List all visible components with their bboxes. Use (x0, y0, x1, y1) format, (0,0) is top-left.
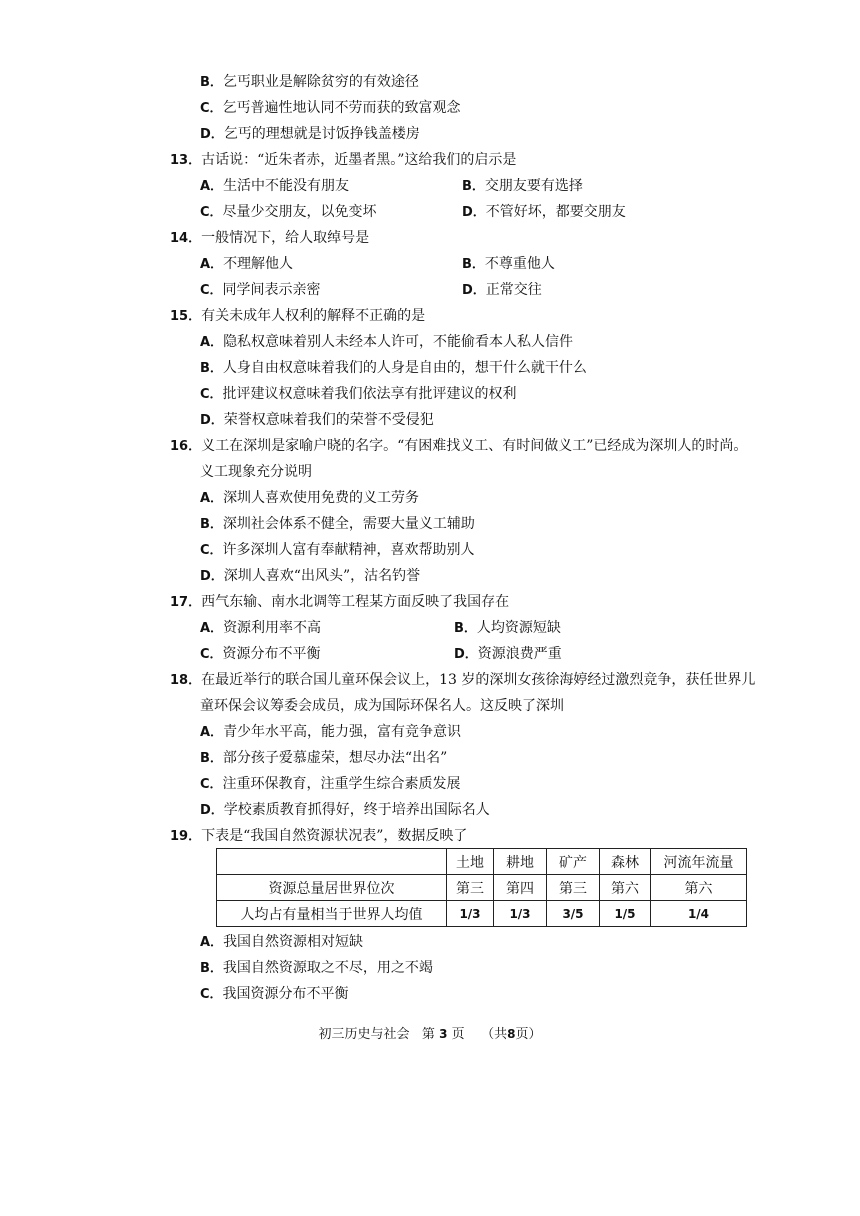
option-text: 生活中不能没有朋友 (223, 178, 350, 194)
option-text: 部分孩子爱慕虚荣，想尽办法“出名” (222, 750, 448, 766)
table-cell: 资源总量居世界位次 (217, 875, 447, 901)
option-text: 荣誉权意味着我们的荣誉不受侵犯 (223, 412, 434, 428)
question-text: 一般情况下，给人取绰号是 (201, 230, 370, 246)
option-text: 注重环保教育，注重学生综合素质发展 (222, 776, 461, 792)
option-text: 批评建议权意味着我们依法享有批评建议的权利 (222, 386, 517, 402)
page-footer (0, 1024, 860, 1045)
table-cell: 第三 (447, 875, 494, 901)
question-text: 童环保会议筹委会成员，成为国际环保名人。这反映了深圳 (200, 698, 564, 714)
option-label: A． (200, 725, 224, 740)
q16-option-d (200, 566, 420, 586)
table-cell: 3/5 (547, 901, 600, 927)
q12-option-c (200, 98, 461, 118)
footer-subject: 初三历史与社会 (318, 1027, 410, 1042)
option-label: C． (200, 987, 223, 1002)
q16-stem-cont (200, 462, 312, 482)
q14-stem (170, 228, 369, 248)
option-text: 正常交往 (485, 282, 542, 298)
option-label: C． (200, 387, 223, 402)
option-label: D． (462, 283, 486, 298)
q13-option-c (200, 202, 377, 222)
option-text: 不管好坏，都要交朋友 (485, 204, 626, 220)
q15-option-d (200, 410, 434, 430)
q19-option-a (200, 932, 363, 952)
q17-option-b (454, 618, 561, 638)
table-row (217, 901, 747, 927)
table-cell: 第六 (600, 875, 651, 901)
table-row (217, 875, 747, 901)
question-number: 14． (170, 231, 202, 246)
option-text: 深圳社会体系不健全，需要大量义工辅助 (222, 516, 475, 532)
option-text: 青少年水平高，能力强，富有竞争意识 (223, 724, 462, 740)
q15-option-b (200, 358, 587, 378)
option-label: B． (200, 75, 223, 90)
q18-option-d (200, 800, 490, 820)
option-text: 深圳人喜欢“出风头”，沽名钓誉 (223, 568, 421, 584)
option-label: B． (454, 621, 477, 636)
q19-option-b (200, 958, 433, 978)
option-text: 资源利用率不高 (223, 620, 322, 636)
option-label: A． (200, 335, 224, 350)
option-text: 不尊重他人 (484, 256, 555, 272)
option-label: B． (462, 179, 485, 194)
option-label: B． (200, 751, 223, 766)
table-cell: 第六 (651, 875, 747, 901)
q17-option-a (200, 618, 321, 638)
option-label: D． (454, 647, 478, 662)
question-text: 古话说：“近朱者赤，近墨者黑。”这给我们的启示是 (201, 152, 517, 168)
footer-ye: 页 (451, 1027, 465, 1042)
table-cell: 1/3 (447, 901, 494, 927)
option-label: D． (200, 803, 224, 818)
q17-option-c (200, 644, 321, 664)
option-text: 许多深圳人富有奉献精神，喜欢帮助别人 (222, 542, 475, 558)
table-header-cell (217, 849, 447, 875)
option-text: 资源分布不平衡 (222, 646, 321, 662)
q17-option-d (454, 644, 562, 664)
q13-option-a (200, 176, 349, 196)
question-number: 15． (170, 309, 202, 324)
option-text: 乞丐普遍性地认同不劳而获的致富观念 (222, 100, 461, 116)
q13-option-d (462, 202, 626, 222)
table-header-row (217, 849, 747, 875)
option-label: C． (200, 647, 223, 662)
option-label: A． (200, 491, 224, 506)
option-label: D． (200, 127, 224, 142)
option-text: 乞丐职业是解除贫穷的有效途径 (222, 74, 419, 90)
question-number: 16． (170, 439, 202, 454)
q13-stem (170, 150, 516, 170)
option-text: 人身自由权意味着我们的人身是自由的，想干什么就干什么 (222, 360, 587, 376)
table-header-cell: 土地 (447, 849, 494, 875)
q12-option-d (200, 124, 420, 144)
question-text: 义工在深圳是家喻户晓的名字。“有困难找义工、有时间做义工”已经成为深圳人的时尚。 (201, 438, 748, 454)
q17-stem (170, 592, 509, 612)
option-label: A． (200, 621, 224, 636)
option-text: 我国资源分布不平衡 (222, 986, 349, 1002)
q16-option-c (200, 540, 475, 560)
question-text: 义工现象充分说明 (200, 464, 312, 480)
option-text: 交朋友要有选择 (484, 178, 583, 194)
table-header-cell: 森林 (600, 849, 651, 875)
option-text: 尽量少交朋友，以免变坏 (222, 204, 377, 220)
q18-option-c (200, 774, 461, 794)
footer-total-suffix: 页） (515, 1027, 542, 1042)
q16-option-a (200, 488, 419, 508)
option-label: C． (200, 101, 223, 116)
option-label: A． (200, 179, 224, 194)
table-cell: 1/3 (494, 901, 547, 927)
q13-option-b (462, 176, 583, 196)
q15-option-c (200, 384, 517, 404)
option-text: 不理解他人 (223, 256, 294, 272)
option-text: 深圳人喜欢使用免费的义工劳务 (223, 490, 420, 506)
q18-stem (170, 670, 755, 690)
question-text: 在最近举行的联合国儿童环保会议上，13 岁的深圳女孩徐海婷经过激烈竞争，获任世界儿 (201, 672, 756, 688)
q19-stem (170, 826, 467, 846)
question-text: 有关未成年人权利的解释不正确的是 (201, 308, 426, 324)
table-cell: 1/4 (651, 901, 747, 927)
q14-option-a (200, 254, 293, 274)
option-text: 人均资源短缺 (476, 620, 561, 636)
footer-total-prefix: （共 (481, 1027, 508, 1042)
q16-option-b (200, 514, 475, 534)
footer-page-number: 3 (439, 1027, 448, 1041)
table-cell: 第四 (494, 875, 547, 901)
option-label: C． (200, 543, 223, 558)
option-label: B． (462, 257, 485, 272)
option-text: 学校素质教育抓得好，终于培养出国际名人 (223, 802, 490, 818)
option-label: A． (200, 935, 224, 950)
footer-total-pages: 8 (507, 1027, 516, 1041)
option-label: B． (200, 361, 223, 376)
question-number: 19． (170, 829, 202, 844)
question-number: 18． (170, 673, 202, 688)
table-header-cell: 河流年流量 (651, 849, 747, 875)
resource-table (216, 848, 747, 927)
q19-option-c (200, 984, 349, 1004)
option-text: 我国自然资源相对短缺 (223, 934, 364, 950)
option-text: 资源浪费严重 (477, 646, 562, 662)
option-label: D． (462, 205, 486, 220)
option-label: C． (200, 777, 223, 792)
option-label: C． (200, 283, 223, 298)
q14-option-b (462, 254, 555, 274)
table-header-cell: 耕地 (494, 849, 547, 875)
question-number: 13． (170, 153, 202, 168)
option-label: C． (200, 205, 223, 220)
option-label: D． (200, 413, 224, 428)
table-cell: 第三 (547, 875, 600, 901)
q12-option-b (200, 72, 419, 92)
option-text: 隐私权意味着别人未经本人许可，不能偷看本人私人信件 (223, 334, 574, 350)
table-cell: 人均占有量相当于世界人均值 (217, 901, 447, 927)
q16-stem (170, 436, 747, 456)
question-text: 下表是“我国自然资源状况表”，数据反映了 (201, 828, 468, 844)
option-text: 我国自然资源取之不尽，用之不竭 (222, 960, 433, 976)
question-number: 17． (170, 595, 202, 610)
table-cell: 1/5 (600, 901, 651, 927)
question-text: 西气东输、南水北调等工程某方面反映了我国存在 (201, 594, 510, 610)
q15-option-a (200, 332, 573, 352)
q15-stem (170, 306, 425, 326)
table-header-cell: 矿产 (547, 849, 600, 875)
q18-option-b (200, 748, 447, 768)
q14-option-c (200, 280, 321, 300)
option-label: B． (200, 961, 223, 976)
q14-option-d (462, 280, 542, 300)
option-text: 同学间表示亲密 (222, 282, 321, 298)
option-text: 乞丐的理想就是讨饭挣钱盖楼房 (223, 126, 420, 142)
q18-stem-cont (200, 696, 564, 716)
option-label: A． (200, 257, 224, 272)
option-label: B． (200, 517, 223, 532)
q18-option-a (200, 722, 461, 742)
option-label: D． (200, 569, 224, 584)
footer-di: 第 (421, 1027, 435, 1042)
